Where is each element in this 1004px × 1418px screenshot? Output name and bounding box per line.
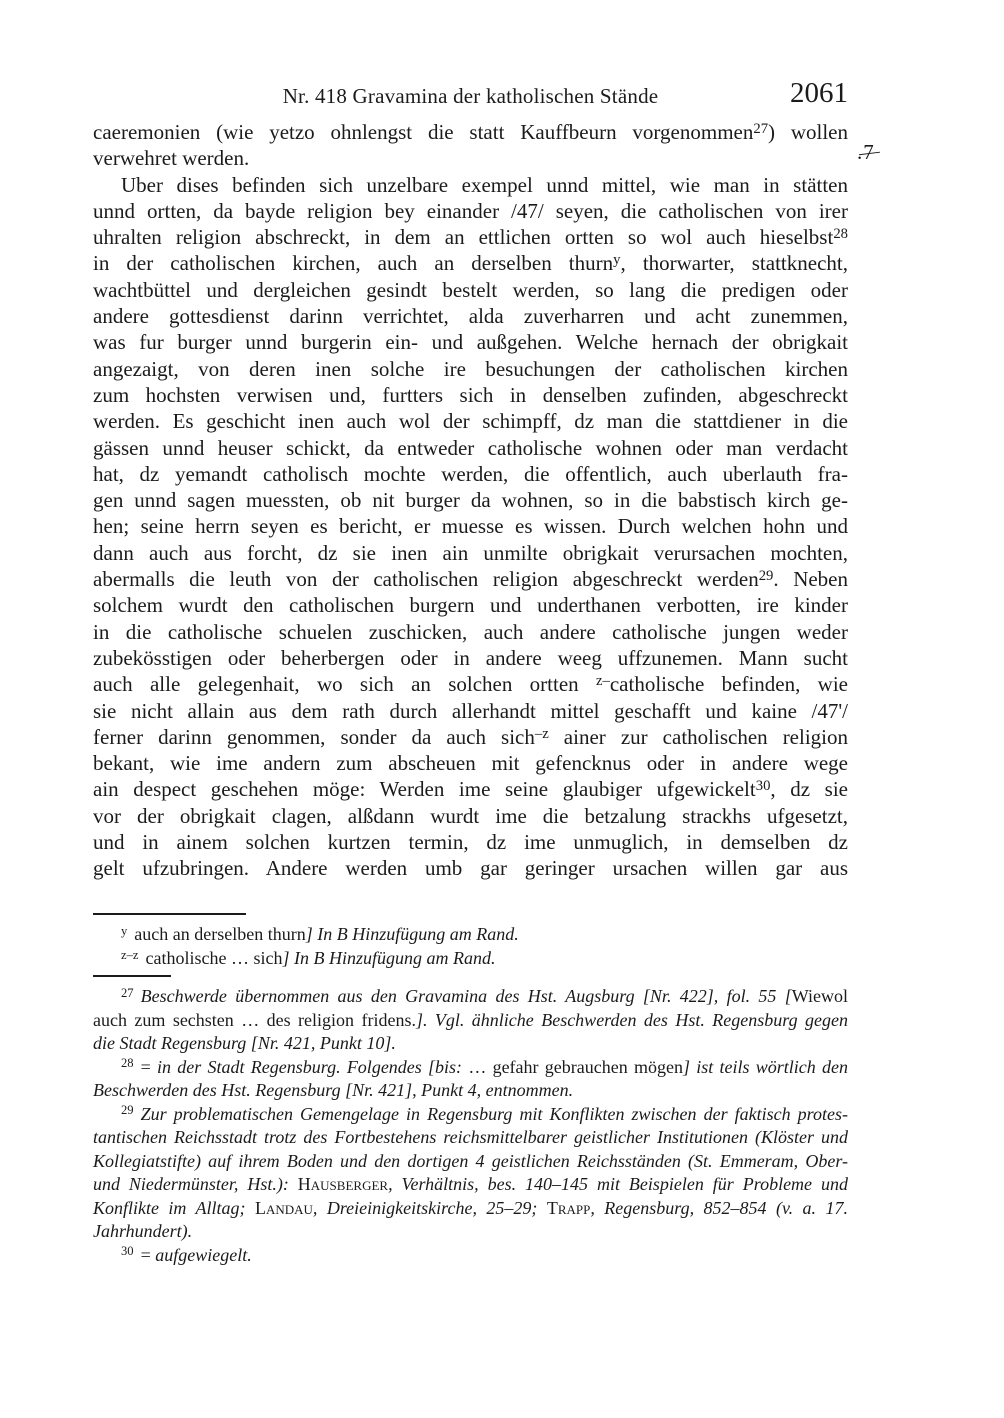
footnote-line: $^{28}$ = in der Stadt Regensburg. Folgendes [bis: … gefahr gebrauchen mögen] ist teils wörtlich den bbox=[121, 1056, 848, 1077]
body-line: zubekösstigen oder beherbergen oder in andere weeg uffzunemen. Mann sucht bbox=[93, 645, 848, 670]
body-line: abermalls die leuth von der catholischen religion abgeschreckt werden$^{29}$. Neben bbox=[93, 567, 848, 592]
page-number: 2061 bbox=[790, 77, 848, 109]
apparatus-lines bbox=[93, 922, 848, 970]
footnote-line: Konflikte im Alltag; Landau, Dreieinigkeitskirche, 25–29; Trapp, Regensburg, 852–854 (v. a. 17. bbox=[93, 1197, 848, 1218]
body-line: unnd ortten, da bayde religion bey einander /47/ seyen, die catholischen von irer bbox=[93, 198, 848, 223]
critical-apparatus bbox=[93, 913, 848, 970]
margin-note-struck-number: 7 bbox=[863, 140, 874, 164]
body-line: sie nicht allain aus dem rath durch allerhandt mittel geschafft und kaine /47'/ bbox=[93, 698, 848, 723]
body-line: angezaigt, von deren inen solche ire besuchungen der catholischen kirchen bbox=[93, 356, 848, 381]
apparatus-line: $^{z-z}$ catholische … sich] In B Hinzufügung am Rand. bbox=[121, 947, 496, 968]
footnotes bbox=[93, 975, 848, 1267]
body-text bbox=[93, 119, 848, 882]
body-line: dann auch aus forcht, dz sie inen ain unmilte obrigkait verursachen mochten, bbox=[93, 540, 848, 565]
footnote-line: Kollegiatstifte) auf ihrem Boden und den dortigen 4 geistlichen Reichsständen (St. Emmeram, Ober- bbox=[93, 1150, 848, 1171]
footnote-line: auch zum sechsten … des religion fridens.]. Vgl. ähnliche Beschwerden des Hst. Regensburg gegen bbox=[93, 1009, 848, 1030]
footnote-line: die Stadt Regensburg [Nr. 421, Punkt 10]. bbox=[93, 1033, 396, 1053]
margin-note-prefix: . bbox=[857, 140, 863, 164]
body-line: caeremonien (wie yetzo ohnlengst die statt Kauffbeurn vorgenommen$^{27}$) wollen bbox=[93, 120, 849, 144]
body-line: ferner darinn genommen, sonder da auch sich$^{-z}$ ainer zur catholischen religion bbox=[93, 724, 849, 749]
body-line: solchem wurdt den catholischen burgern und underthanen verbotten, ire kinder bbox=[93, 593, 848, 618]
body-line: und in ainem solchen kurtzen termin, dz ime unmuglich, in demselben dz bbox=[93, 830, 848, 855]
body-line: andere gottesdienst darinn verrichtet, alda zuverharren und acht zunemmen, bbox=[93, 304, 848, 329]
body-line: hat, dz yemandt catholisch mochte werden, die offentlich, auch uberlauth fra- bbox=[93, 461, 848, 486]
body-line: gen unnd sagen muessten, ob nit burger da wohnen, so in die babstisch kirch ge- bbox=[93, 488, 848, 513]
body-line: hen; seine herrn seyen es bericht, er muesse es wissen. Durch welchen hohn und bbox=[93, 514, 848, 539]
footnote-line: $^{27}$ Beschwerde übernommen aus den Gravamina des Hst. Augsburg [Nr. 422], fol. 55 [Wiewol bbox=[121, 985, 848, 1006]
body-line: wachtbüttel und dergleichen gesindt bestelt werden, so lang die predigen oder bbox=[93, 277, 848, 302]
footnote-line: Jahrhundert). bbox=[93, 1221, 193, 1241]
header-title: Nr. 418 Gravamina der katholischen Stände bbox=[282, 84, 659, 108]
body-line: gelt ufzubringen. Andere werden umb gar geringer ursachen willen gar aus bbox=[93, 856, 848, 881]
body-line: verwehret werden. bbox=[93, 146, 250, 171]
margin-note bbox=[857, 140, 875, 164]
body-line: was fur burger unnd burgerin ein- und außgehen. Welche hernach der obrigkait bbox=[93, 330, 848, 355]
footnote-line: $^{29}$ Zur problematischen Gemengelage in Regensburg mit Konflikten zwischen der faktisch protes- bbox=[121, 1103, 848, 1124]
body-line: in die catholische schuelen zuschicken, auch andere catholische jungen weder bbox=[93, 619, 848, 644]
footnote-separator-rule bbox=[93, 975, 171, 977]
body-line: zum hochsten verwisen und, furtters sich in denselben zufinden, abgeschreckt bbox=[93, 382, 848, 407]
body-line: uhralten religion abschreckt, in dem an ettlichen ortten so wol auch hieselbst$^{28}$ bbox=[93, 225, 848, 250]
body-line: werden. Es geschicht inen auch wol der schimpff, dz man die stattdiener in die bbox=[93, 409, 848, 434]
body-line: in der catholischen kirchen, auch an derselben thurn$^y$, thorwarter, stattknecht, bbox=[93, 251, 848, 276]
footnote-line: und Niedermünster, Hst.): Hausberger, Verhältnis, bes. 140–145 mit Beispielen für Probleme und bbox=[93, 1174, 848, 1194]
apparatus-separator-rule bbox=[93, 913, 246, 915]
body-line: gässen unnd heuser schickt, da entweder catholische wohnen oder man verdacht bbox=[93, 435, 848, 460]
body-line: vor der obrigkait clagen, alßdann wurdt ime die betzalung strackhs ufgesetzt, bbox=[93, 803, 848, 828]
running-header bbox=[93, 77, 848, 114]
footnote-lines bbox=[93, 985, 848, 1267]
footnote-line: $^{30}$ = aufgewiegelt. bbox=[121, 1244, 252, 1265]
body-line: Uber dises befinden sich unzelbare exempel unnd mittel, wie man in stätten bbox=[121, 172, 848, 197]
body-line: ain despect geschehen möge: Werden ime seine glaubiger ufgewickelt$^{30}$, dz sie bbox=[93, 777, 848, 802]
apparatus-line: $^y$ auch an derselben thurn] In B Hinzufügung am Rand. bbox=[121, 923, 519, 944]
footnote-line: Beschwerden des Hst. Regensburg [Nr. 421], Punkt 4, entnommen. bbox=[93, 1080, 574, 1100]
footnote-line: tantischen Reichsstadt trotz des Fortbestehens reichsmittelbarer geistlicher Institutionen (Klöster und bbox=[93, 1127, 848, 1147]
body-line: bekant, wie ime andern zum abscheuen mit gefencknus oder in andere wege bbox=[93, 751, 848, 776]
body-line: auch alle gelegenhait, wo sich an solchen ortten $^{z-}$catholische befinden, wie bbox=[93, 672, 848, 697]
